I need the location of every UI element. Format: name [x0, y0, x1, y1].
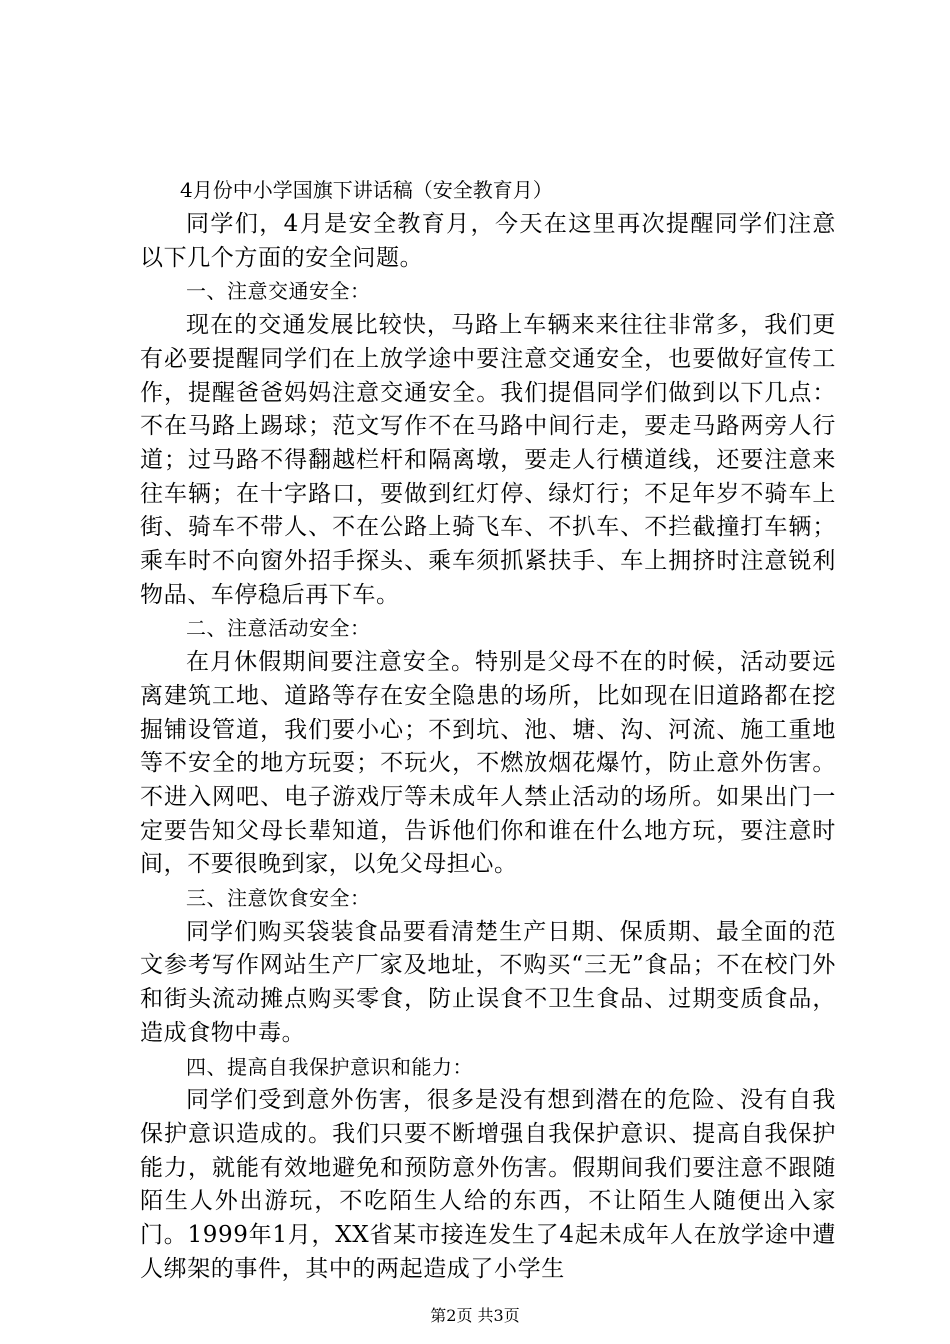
section-body-activity: 在月休假期间要注意安全。特别是父母不在的时候，活动要远离建筑工地、道路等存在安全隐患的场所，比如现在旧道路都在挖掘铺设管道，我们要小心；不到坑、池、塘、沟、河流、施工重地等不安全的地方玩耍；不玩火，不燃放烟花爆竹，防止意外伤害。不进入网吧、电子游戏厅等未成年人禁止活动的场所。如果出门一定要告知父母长辈知道，告诉他们你和谁在什么地方玩，要注意时间，不要很晚到家，以免父母担心。 [140, 649, 836, 878]
section-body-self-protection: 同学们受到意外伤害，很多是没有想到潜在的危险、没有自我保护意识造成的。我们只要不断增强自我保护意识、提高自我保护能力，就能有效地避免和预防意外伤害。假期间我们要注意不跟随陌生人外出游玩，不吃陌生人给的东西，不让陌生人随便出入家门。1999年1月，XX省某市接连发生了4起未成年人在放学途中遭人绑架的事件，其中的两起造成了小学生 [140, 1087, 836, 1282]
section-body-food: 同学们购买袋装食品要看清楚生产日期、保质期、最全面的范文参考写作网站生产厂家及地址，不购买“三无”食品；不在校门外和街头流动摊点购买零食，防止误食不卫生食品、过期变质食品，造成食物中毒。 [140, 918, 836, 1046]
section-body-traffic: 现在的交通发展比较快，马路上车辆来来往往非常多，我们更有必要提醒同学们在上放学途中要注意交通安全，也要做好宣传工作，提醒爸爸妈妈注意交通安全。我们提倡同学们做到以下几点：不在马路上踢球；范文写作不在马路中间行走，要走马路两旁人行道；过马路不得翻越栏杆和隔离墩，要走人行横道线，还要注意来往车辆；在十字路口，要做到红灯停、绿灯行；不足年岁不骑车上街、骑车不带人、不在公路上骑飞车、不扒车、不拦截撞打车辆；乘车时不向窗外招手探头、乘车须抓紧扶手、车上拥挤时注意锐利物品、车停稳后再下车。 [140, 312, 836, 608]
page-footer: 第2页 共3页 [430, 1306, 520, 1325]
section-heading-self-protection: 四、提高自我保护意识和能力： [186, 1054, 473, 1079]
document-body [140, 172, 836, 1287]
document-title: 4月份中小学国旗下讲话稿（安全教育月） [180, 178, 553, 202]
section-heading-traffic: 一、注意交通安全： [186, 279, 371, 304]
intro-paragraph: 同学们，4月是安全教育月，今天在这里再次提醒同学们注意以下几个方面的安全问题。 [140, 211, 836, 271]
section-heading-food: 三、注意饮食安全： [186, 886, 371, 911]
section-heading-activity: 二、注意活动安全： [186, 616, 371, 641]
